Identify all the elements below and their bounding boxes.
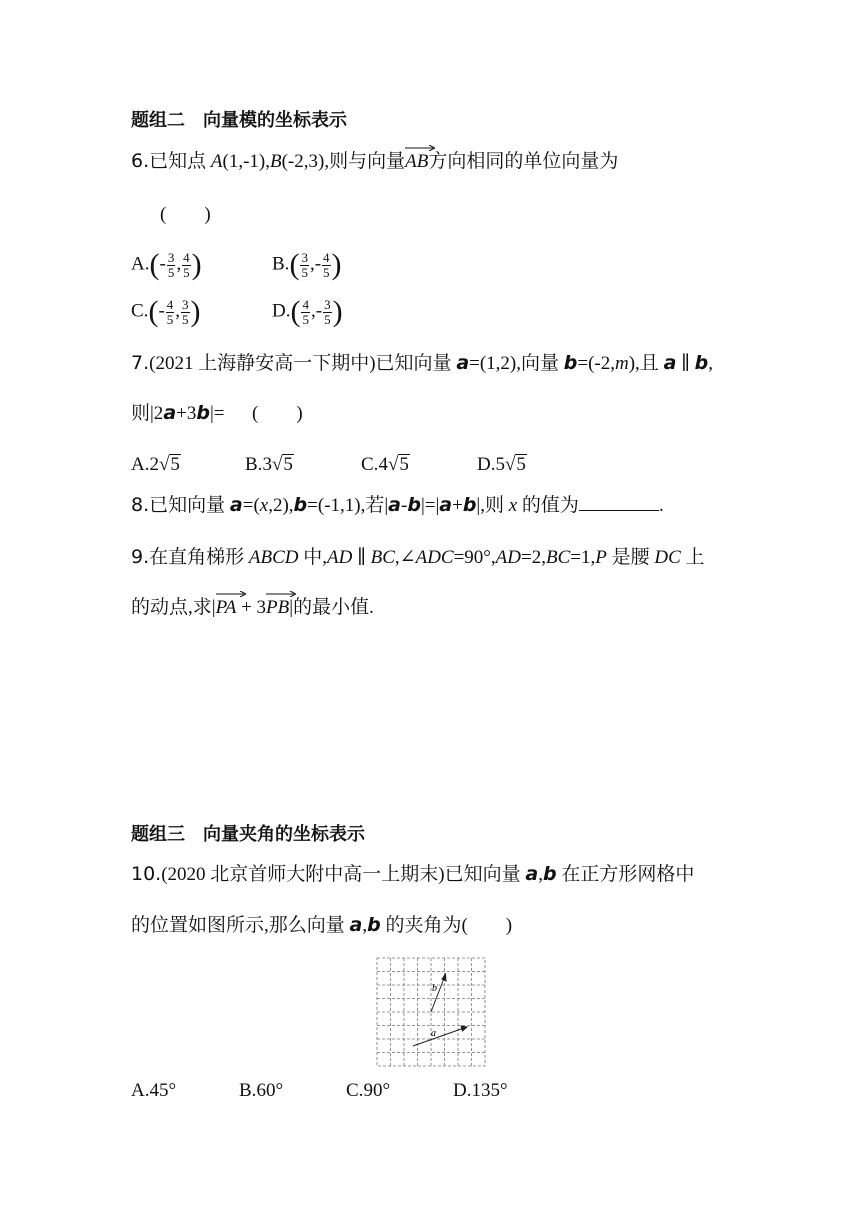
vector-a-label: a — [431, 1028, 436, 1039]
q10-option-b: B.60° — [239, 1080, 284, 1101]
question-number: 8. — [131, 494, 150, 516]
question-8: 8.已知向量 a=(x,2),b=(-1,1),若|a-b|=|a+b|,则 x 的值为 . — [131, 494, 664, 516]
q10-option-a: A.45° — [131, 1080, 177, 1101]
q7-option-c: C.4√5 — [361, 454, 409, 475]
question-number: 9. — [131, 546, 150, 568]
question-source: (2020 北京首师大附中高一上期末) — [161, 864, 445, 885]
group2-title: 题组二 向量模的坐标表示 — [131, 110, 347, 131]
question-number: 6. — [131, 150, 150, 172]
q7-option-a: A.2√5 — [131, 454, 180, 475]
q6-answer-paren: ( ) — [160, 204, 211, 225]
q7-option-d: D.5√5 — [477, 454, 526, 475]
answer-blank[interactable] — [579, 509, 659, 511]
vector-PA: PA — [216, 598, 237, 617]
vector-PB: PB — [266, 598, 289, 617]
question-7: 7.(2021 上海静安高一下期中)已知向量 a=(1,2),向量 b=(-2,m),且 a ∥ b, — [131, 352, 714, 374]
question-7-line2: 则|2a+3b|= — [131, 402, 225, 424]
q7-answer-paren: ( ) — [252, 403, 303, 424]
question-number: 7. — [131, 352, 150, 374]
q6-option-d: D.( $\frac{4}{5}$ ,- $\frac{3}{5}$ ) — [272, 295, 343, 328]
question-10-line2: 的位置如图所示,那么向量 a,b 的夹角为( ) — [131, 914, 513, 936]
group3-title: 题组三 向量夹角的坐标表示 — [131, 824, 365, 845]
vector-b-label: b — [432, 983, 437, 994]
question-6: 6.已知点 A(1,-1),B(-2,3),则与向量 AB方向相同的单位向量为 — [131, 152, 618, 171]
q6-option-a: A.(- $\frac{3}{5}$ , $\frac{4}{5}$ ) — [131, 248, 202, 281]
q10-option-d: D.135° — [453, 1080, 508, 1101]
q7-option-b: B.3√5 — [245, 454, 293, 475]
q10-option-c: C.90° — [346, 1080, 391, 1101]
vector-a-line — [413, 1028, 464, 1046]
vector-a-arrowhead — [461, 1026, 467, 1031]
question-9-line2: 的动点,求| PA + 3 PB|的最小值. — [131, 598, 374, 617]
question-source: (2021 上海静安高一下期中) — [149, 353, 376, 374]
question-9: 9.在直角梯形 ABCD 中,AD ∥ BC,∠ADC=90°,AD=2,BC=1,P 是腰 DC 上 — [131, 546, 705, 568]
q6-option-c: C.(- $\frac{4}{5}$ , $\frac{3}{5}$ ) — [131, 295, 201, 328]
q6-option-b: B.( $\frac{3}{5}$ ,- $\frac{4}{5}$ ) — [272, 248, 342, 281]
vector-b-arrowhead — [442, 974, 446, 981]
question-10: 10.(2020 北京首师大附中高一上期末)已知向量 a,b 在正方形网格中 — [131, 863, 695, 885]
vector-grid-figure — [376, 957, 486, 1067]
vector-AB: AB — [405, 152, 428, 171]
question-number: 10. — [131, 863, 162, 885]
